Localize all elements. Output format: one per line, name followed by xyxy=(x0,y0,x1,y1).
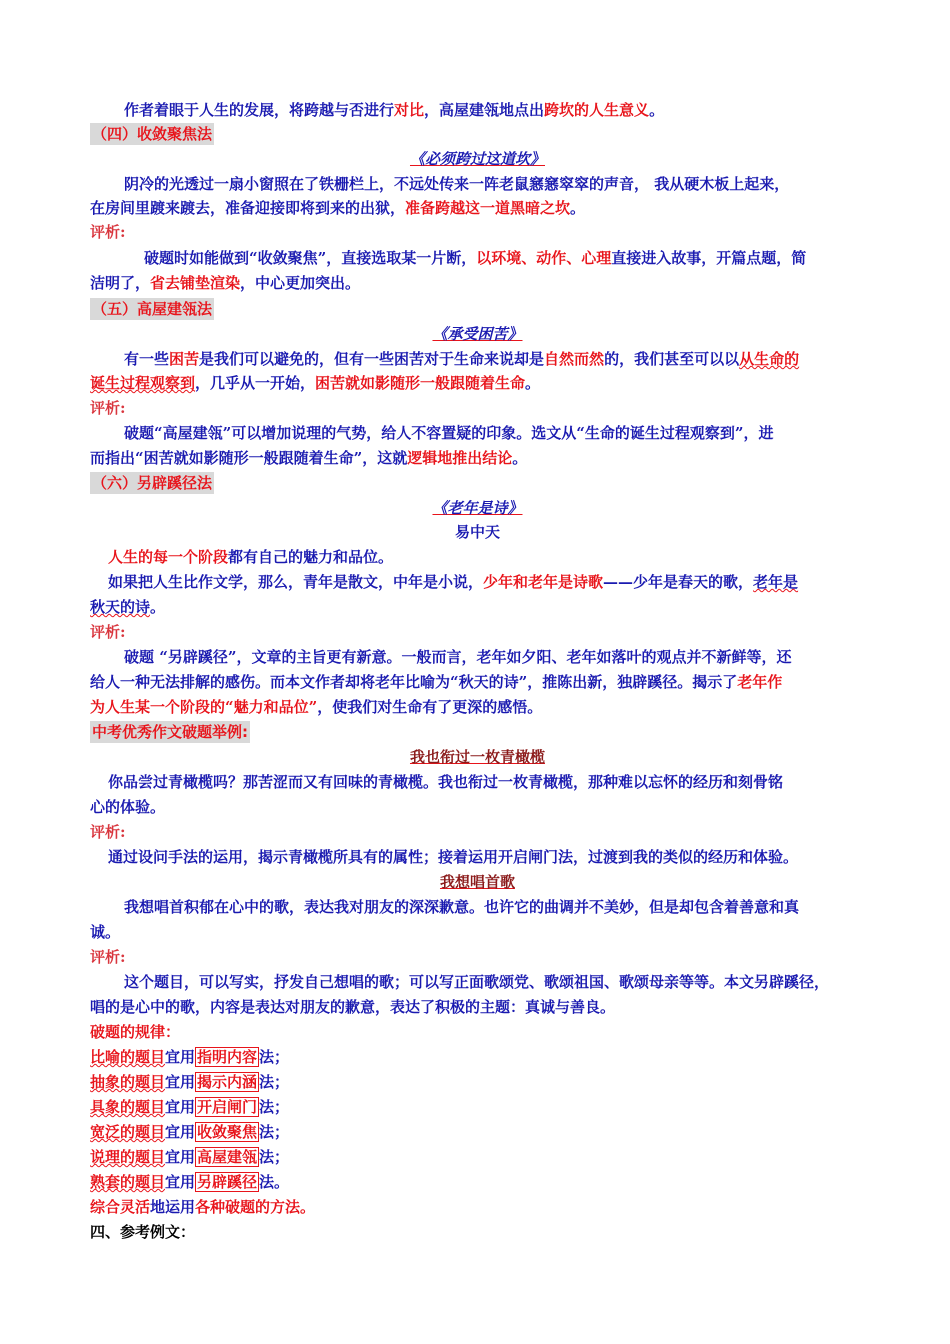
intro-text: 。 xyxy=(649,101,665,119)
rule-connector: 宜用 xyxy=(165,1098,196,1116)
excerpt-text: ，几乎从一开始， xyxy=(195,374,316,392)
rule-method: 揭示内涵 xyxy=(197,1073,258,1091)
example-text: 你品尝过青橄榄吗？那苦涩而又有回味的青橄榄。我也衔过一枚青橄榄，那种难以忘怀的经历和刻骨铭 xyxy=(108,773,784,791)
comment-text: ，中心更加突出。 xyxy=(240,274,361,292)
summary-highlight: 各种破题的方法。 xyxy=(195,1198,316,1216)
excerpt-highlight: 困苦就如影随形一般跟随着生命 xyxy=(315,374,526,392)
section-heading: （五）高屋建瓴法 xyxy=(92,300,213,318)
excerpt-text: 。 xyxy=(150,598,166,616)
rules-heading: 破题的规律： xyxy=(90,1023,181,1041)
excerpt-highlight: 少年和老年是诗歌 xyxy=(483,573,604,591)
section-heading: （四）收敛聚焦法 xyxy=(92,125,213,143)
rule-item xyxy=(90,1046,865,1068)
example-2-title-row xyxy=(90,871,865,893)
comment-label: 评析: xyxy=(90,948,126,966)
comment-text: 给人一种无法排解的感伤。而本文作者却将老年比喻为“秋天的诗”，推陈出新，独辟蹊径。揭示了 xyxy=(90,673,738,691)
section-4-paragraph-line xyxy=(90,173,899,195)
section-6-heading-row xyxy=(90,472,865,494)
rule-item xyxy=(90,1146,865,1168)
comment-highlight: 为人生某一个阶段的“魅力和品位” xyxy=(90,698,318,716)
comment-line xyxy=(90,447,865,469)
rule-item xyxy=(90,1171,865,1193)
rule-item xyxy=(90,1121,865,1143)
comment-text: 这个题目，可以写实，抒发自己想唱的歌；可以写正面歌颂党、歌颂祖国、歌颂母亲等等。本文另辟蹊径， xyxy=(124,973,830,991)
intro-highlight: 对比 xyxy=(394,101,425,119)
examples-heading-row xyxy=(90,721,865,743)
rule-method: 另辟蹊径 xyxy=(197,1173,258,1191)
excerpt-text: 都有自己的魅力和品位。 xyxy=(228,548,394,566)
section-5-heading-row xyxy=(90,298,865,320)
comment-label: 评析: xyxy=(90,223,126,241)
excerpt-text: 的，我们甚至可以以 xyxy=(604,350,740,368)
excerpt-text: ——少年是春天的歌， xyxy=(603,573,754,591)
rule-method: 开启闸门 xyxy=(197,1098,258,1116)
example-text: 诚。 xyxy=(90,923,121,941)
essay-author: 易中天 xyxy=(454,523,500,541)
excerpt-text: 老年是 xyxy=(753,573,799,591)
comment-line xyxy=(90,671,865,693)
rule-suffix: 法； xyxy=(259,1098,290,1116)
excerpt-text: 阴冷的光透过一扇小窗照在了铁栅栏上，不远处传来一阵老鼠窸窸窣窣的声音， 我从硬木板上起来， xyxy=(124,175,790,193)
example-title: 我想唱首歌 xyxy=(439,873,515,891)
comment-line xyxy=(90,247,919,269)
rule-method: 高屋建瓴 xyxy=(197,1148,258,1166)
intro-text: ，高屋建瓴地点出 xyxy=(424,101,545,119)
section-4-title-row xyxy=(90,148,865,170)
comment-line xyxy=(90,646,899,668)
rule-type: 抽象的题目 xyxy=(90,1073,166,1091)
summary-highlight: 综合灵活 xyxy=(90,1198,151,1216)
section-6-paragraph-line xyxy=(90,546,883,568)
comment-line xyxy=(90,272,865,294)
excerpt-highlight: 人生的每一个阶段 xyxy=(108,548,229,566)
rule-connector: 宜用 xyxy=(165,1048,196,1066)
comment-line xyxy=(90,422,899,444)
summary-text: 地运用 xyxy=(150,1198,196,1216)
excerpt-highlight: 从生命的 xyxy=(739,350,800,368)
comment-text: 洁明了， xyxy=(90,274,151,292)
rule-suffix: 法； xyxy=(259,1048,290,1066)
comment-text: 通过设问手法的运用，揭示青橄榄所具有的属性；接着运用开启闸门法，过渡到我的类似的经历和体验。 xyxy=(108,848,799,866)
comment-highlight: 逻辑地推出结论 xyxy=(407,449,513,467)
rule-item xyxy=(90,1096,865,1118)
example-1-title-row xyxy=(90,746,865,768)
excerpt-highlight: 准备跨越这一道黑暗之坎 xyxy=(405,199,571,217)
section-6-author-row xyxy=(90,521,865,543)
excerpt-text: 有一些 xyxy=(124,350,170,368)
excerpt-text: 。 xyxy=(525,374,541,392)
rule-connector: 宜用 xyxy=(165,1148,196,1166)
comment-line xyxy=(90,846,883,868)
comment-text: ，使我们对生命有了更深的感悟。 xyxy=(317,698,543,716)
comment-text: 破题时如能做到“收敛聚焦”，直接选取某一片断， xyxy=(144,249,477,267)
example-paragraph-line xyxy=(90,771,883,793)
section-5-title-row xyxy=(90,323,865,345)
intro-text: 作者着眼于人生的发展，将跨越与否进行 xyxy=(124,101,395,119)
comment-highlight: 省去铺垫渲染 xyxy=(150,274,241,292)
excerpt-text: 秋天的诗 xyxy=(90,598,151,616)
rule-type: 说理的题目 xyxy=(90,1148,166,1166)
section-6-paragraph-line xyxy=(90,571,883,593)
comment-line xyxy=(90,971,899,993)
excerpt-text: 如果把人生比作文学，那么，青年是散文，中年是小说， xyxy=(108,573,484,591)
rule-type: 宽泛的题目 xyxy=(90,1123,166,1141)
section-4-heading-row xyxy=(90,123,865,145)
excerpt-text: 在房间里踱来踱去，准备迎接即将到来的出狱， xyxy=(90,199,406,217)
comment-text: 直接进入故事，开篇点题，简 xyxy=(611,249,807,267)
comment-text: 破题“高屋建瓴”可以增加说理的气势，给人不容置疑的印象。选文从“生命的诞生过程观察到”，进 xyxy=(124,424,774,442)
essay-title: 《老年是诗》 xyxy=(432,499,523,517)
rule-method: 指明内容 xyxy=(197,1048,258,1066)
rule-connector: 宜用 xyxy=(165,1123,196,1141)
section-4-paragraph-line xyxy=(90,197,865,219)
excerpt-text: 是我们可以避免的，但有一些困苦对于生命来说却是 xyxy=(199,350,545,368)
intro-highlight: 跨坎的人生意义 xyxy=(544,101,650,119)
comment-label: 评析: xyxy=(90,823,126,841)
comment-label: 评析: xyxy=(90,399,126,417)
rule-method: 收敛聚焦 xyxy=(197,1123,258,1141)
intro-paragraph xyxy=(90,99,899,121)
rule-type: 熟套的题目 xyxy=(90,1173,166,1191)
example-paragraph-line xyxy=(90,921,865,943)
comment-text: 唱的是心中的歌，内容是表达对朋友的歉意，表达了积极的主题：真诚与善良。 xyxy=(90,998,616,1016)
section-heading: （六）另辟蹊径法 xyxy=(92,474,213,492)
comment-text: 破题 “另辟蹊径”，文章的主旨更有新意。一般而言，老年如夕阳、老年如落叶的观点并不新鲜等，还 xyxy=(124,648,792,666)
section-5-paragraph-line xyxy=(90,372,865,394)
rule-suffix: 法； xyxy=(259,1123,290,1141)
essay-title: 《承受困苦》 xyxy=(432,325,523,343)
comment-highlight: 老年作 xyxy=(737,673,783,691)
rule-suffix: 法； xyxy=(259,1148,290,1166)
section-5-paragraph-line xyxy=(90,348,899,370)
excerpt-highlight: 困苦 xyxy=(169,350,200,368)
rule-suffix: 法； xyxy=(259,1073,290,1091)
excerpt-text: 。 xyxy=(570,199,586,217)
rules-summary xyxy=(90,1196,865,1218)
section-heading: 中考优秀作文破题举例: xyxy=(92,723,248,741)
comment-highlight: 以环境、动作、心理 xyxy=(476,249,612,267)
rule-connector: 宜用 xyxy=(165,1173,196,1191)
excerpt-highlight: 诞生过程观察到 xyxy=(90,374,196,392)
essay-title: 《必须跨过这道坎》 xyxy=(409,150,545,168)
comment-line xyxy=(90,996,865,1018)
excerpt-highlight: 自然而然 xyxy=(544,350,605,368)
rule-item xyxy=(90,1071,865,1093)
example-paragraph-line xyxy=(90,796,865,818)
comment-text: 而指出“困苦就如影随形一般跟随着生命”，这就 xyxy=(90,449,408,467)
rule-type: 比喻的题目 xyxy=(90,1048,166,1066)
comment-text: 。 xyxy=(512,449,528,467)
example-paragraph-line xyxy=(90,896,899,918)
comment-label: 评析: xyxy=(90,623,126,641)
example-text: 心的体验。 xyxy=(90,798,166,816)
rule-type: 具象的题目 xyxy=(90,1098,166,1116)
rule-suffix: 法。 xyxy=(259,1173,290,1191)
section-four-heading: 四、参考例文： xyxy=(90,1223,196,1241)
example-text: 我想唱首积郁在心中的歌，表达我对朋友的深深歉意。也许它的曲调并不美妙，但是却包含着善意和真 xyxy=(124,898,800,916)
rule-connector: 宜用 xyxy=(165,1073,196,1091)
example-title: 我也衔过一枚青橄榄 xyxy=(409,748,545,766)
section-6-title-row xyxy=(90,497,865,519)
comment-line xyxy=(90,696,865,718)
section-6-paragraph-line xyxy=(90,596,865,618)
